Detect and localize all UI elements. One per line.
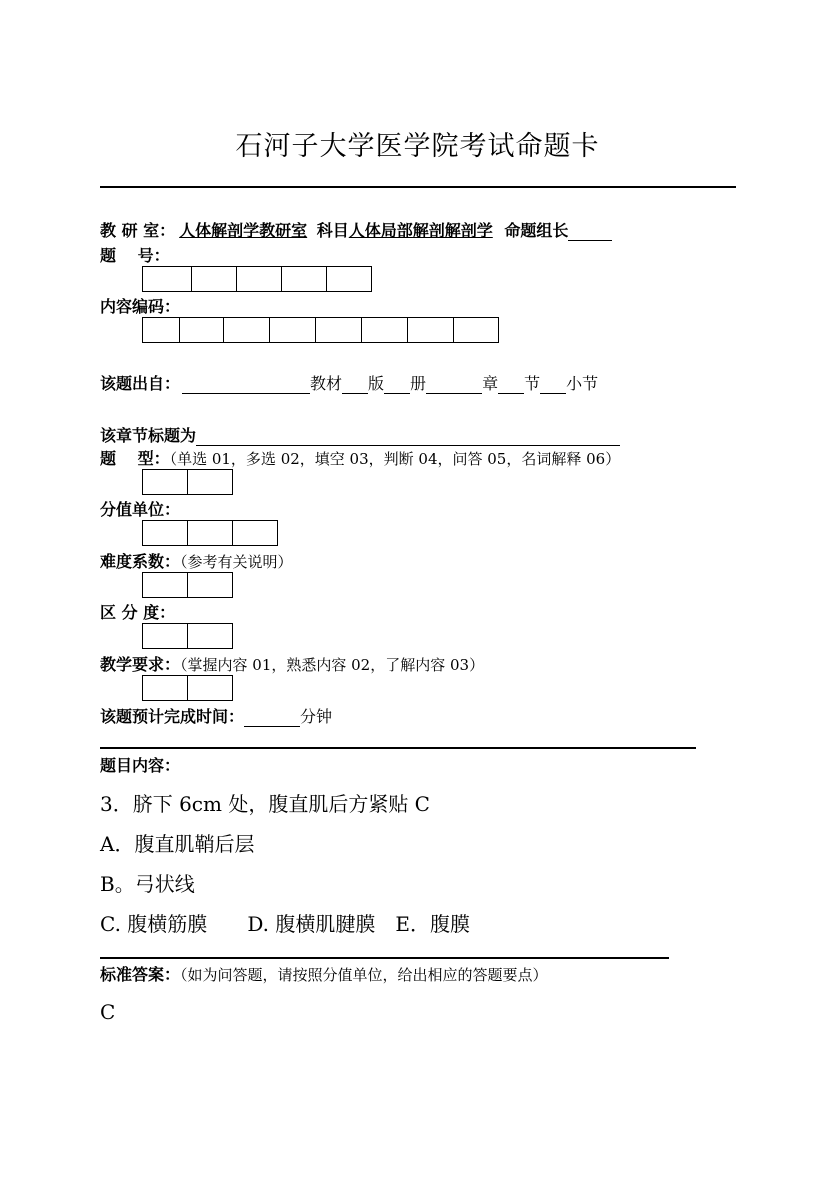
input-box[interactable] [315,317,362,343]
input-box[interactable] [187,675,233,701]
edition-text: 版 [368,374,385,393]
chapter-title-label: 该章节标题为 [100,426,197,445]
difficulty-boxes[interactable] [142,572,233,598]
options-cde-row [100,908,470,937]
input-box[interactable] [326,266,372,292]
header-row [100,218,612,241]
question-label: 题目内容： [100,756,181,775]
input-box[interactable] [187,572,233,598]
question-divider [100,747,696,749]
chapter-title-blank[interactable] [196,429,620,446]
teaching-req-row [100,652,484,675]
edition-blank[interactable] [342,377,368,394]
input-box[interactable] [187,520,233,546]
source-blank[interactable] [182,377,310,394]
input-box[interactable] [191,266,237,292]
time-unit: 分钟 [300,707,333,726]
input-box[interactable] [187,469,233,495]
subject-label: 科目 [316,221,349,240]
question-stem: 3．脐下 6cm 处，腹直肌后方紧贴 C [100,792,430,816]
qtype-boxes[interactable] [142,469,233,495]
teaching-req-note: （掌握内容 01，熟悉内容 02，了解内容 03） [180,656,485,674]
input-box[interactable] [142,623,188,649]
input-box[interactable] [179,317,224,343]
input-box[interactable] [407,317,454,343]
input-box[interactable] [236,266,282,292]
option-b: B。弓状线 [100,872,195,896]
input-box[interactable] [142,675,188,701]
score-unit-boxes[interactable] [142,520,278,546]
time-blank[interactable] [244,710,300,727]
teaching-req-label: 教学要求： [100,655,181,674]
section-blank[interactable] [498,377,524,394]
input-box[interactable] [142,572,188,598]
input-box[interactable] [281,266,327,292]
discrimination-label: 区 分 度： [100,603,176,622]
qnum-boxes[interactable] [142,266,372,292]
option-e: E．腹膜 [395,912,470,936]
section-text: 节 [524,374,541,393]
difficulty-row [100,549,293,572]
subject-value: 人体局部解剖解剖学 [348,221,493,240]
leader-blank[interactable] [568,224,612,241]
page-title: 石河子大学医学院考试命题卡 [235,131,600,162]
input-box[interactable] [187,623,233,649]
input-box[interactable] [232,520,278,546]
option-a: A．腹直肌鞘后层 [100,832,255,856]
input-box[interactable] [223,317,270,343]
input-box[interactable] [142,266,192,292]
difficulty-note: （参考有关说明） [180,553,293,571]
volume-blank[interactable] [384,377,410,394]
chapter-title-row [100,423,620,446]
input-box[interactable] [142,469,188,495]
score-unit-label: 分值单位： [100,500,181,519]
source-row [100,371,598,394]
textbook-text: 教材 [310,374,343,393]
subsection-text: 小节 [566,374,599,393]
option-c: C. 腹横筋膜 [100,912,208,936]
dept-value: 人体解剖学教研室 [179,221,308,240]
teaching-req-boxes[interactable] [142,675,233,701]
answer-row [100,962,548,985]
leader-label: 命题组长 [504,221,569,240]
difficulty-label: 难度系数： [100,552,181,571]
answer-note: （如为问答题，请按照分值单位，给出相应的答题要点） [180,966,548,984]
volume-text: 册 [410,374,427,393]
input-box[interactable] [361,317,408,343]
qtype-label: 题 型： [100,449,170,468]
answer-divider [100,957,669,959]
input-box[interactable] [142,520,188,546]
subsection-blank[interactable] [540,377,566,394]
chapter-text: 章 [482,374,499,393]
chapter-blank[interactable] [426,377,482,394]
time-row [100,704,332,727]
option-d: D. 腹横肌腱膜 [247,912,376,936]
qtype-note: （单选 01，多选 02，填空 03，判断 04，问答 05，名词解释 06） [169,450,621,468]
input-box[interactable] [142,317,180,343]
source-label: 该题出自： [100,374,181,393]
time-label: 该题预计完成时间： [100,707,245,726]
content-code-boxes[interactable] [142,317,499,343]
title-divider [100,186,736,188]
discrimination-boxes[interactable] [142,623,233,649]
input-box[interactable] [453,317,499,343]
qnum-label: 题 号： [100,246,170,265]
answer-label: 标准答案： [100,965,181,984]
answer-value: C [100,1000,116,1024]
qtype-row [100,446,620,469]
content-code-label: 内容编码： [100,297,181,316]
dept-label: 教 研 室： [100,221,176,240]
input-box[interactable] [269,317,316,343]
